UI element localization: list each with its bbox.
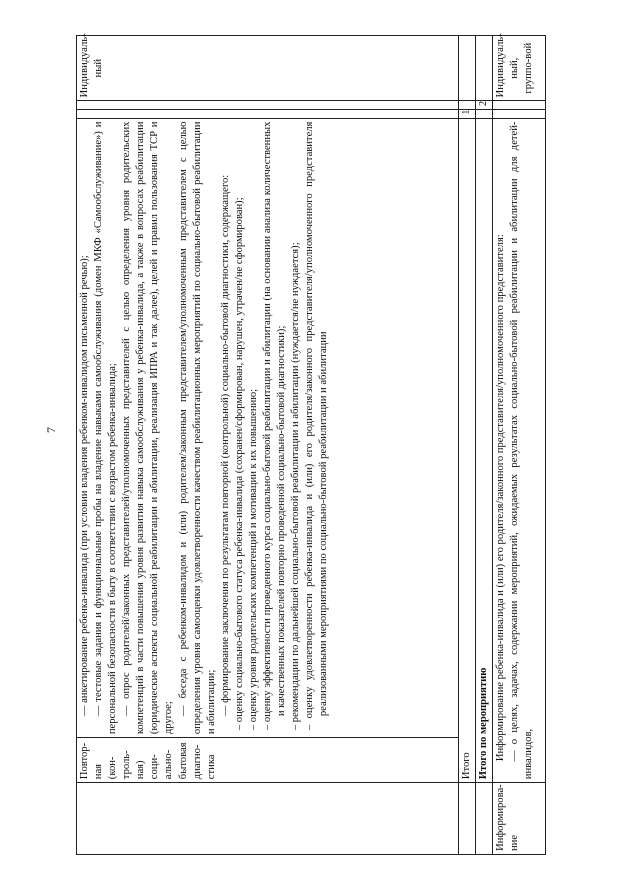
list-item: — беседа с ребенком-инвалидом и (или) родителем/законным представителем/уполномоченным представителем с целью определения уровня самооценки удовлетворенности качеством реабилитационных мероприятий по социально-бытовой реабилитации и абилитации; [177, 121, 217, 735]
empty-cell [493, 110, 546, 119]
method-cell: Повтор-ная (кон-троль-ная) соци-ально-бытовая диагно-стика [77, 738, 459, 783]
rehabilitation-table [76, 35, 546, 855]
list-item: — тестовые задания и функциональные пробы на владение навыками самообслуживания (домен МКФ «Самообслуживание») и персональной безопасности в быту в соответствии с возрастом ребенка-инвалида; [93, 121, 119, 735]
list-subitem: – оценку удовлетворенности ребенка-инвалида и (или) его родителя/законного представителя/уполномоченного представителя реализованными мероприятиями по социально-бытовой реабилитации и абилитации [304, 121, 330, 731]
content-cell [77, 118, 459, 738]
stage-cell [77, 783, 459, 855]
list-item: — о целях, задачах, содержании мероприятий, ожидаемых результатах социально-бытовой реабилитации и абилитации для детей-инвалидов, [509, 121, 535, 780]
total-label: Итого [459, 118, 476, 783]
list-item: — формирование заключения по результатам повторной (контрольной) социально-бытовой диагностики, содержащего: [219, 174, 231, 717]
list-item: Информирование ребенка-инвалида и (или) его родителя/законного представителя/уполномоченного представителя: [495, 234, 507, 762]
table-row [77, 36, 459, 855]
empty-cell [459, 36, 476, 101]
empty-cell [77, 110, 459, 119]
empty-cell [493, 101, 546, 110]
list-subitem: – оценку социально-бытового статуса ребенка-инвалида (сохранен/сформирован, нарушен, утрачен/не сформирован); [233, 197, 245, 731]
table-row [493, 36, 546, 855]
empty-cell [476, 36, 493, 101]
content-cell [493, 118, 546, 783]
empty-cell [459, 783, 476, 855]
total-measures-row [476, 36, 493, 855]
total-row [459, 36, 476, 855]
list-subitem: – оценку уровня родительских компетенций и мотивации к их повышению; [247, 388, 259, 731]
list-item: — опрос родителей/законных представителей/уполномоченных представителей с целью определения уровня родительских компетенций в части повышения уровня развития навыка самообслуживания у ребенка-инвалида, а также в вопросах реабилитации (юридические аспекты социальной реабилитации и абилитации, реализация ИПРА и так далее), целей и правил пользования ТСР и другое; [121, 121, 175, 735]
page-number: 7 [44, 427, 58, 433]
format-cell: Индивидуаль-ный [77, 36, 459, 101]
empty-cell [459, 101, 476, 110]
list-item: — анкетирование ребенка-инвалида (при условии владения ребенком-инвалидом письменной речью); [79, 255, 90, 717]
empty-cell [77, 101, 459, 110]
empty-cell [476, 110, 493, 119]
total-measures-value: 2 [476, 101, 493, 110]
list-subitem: – рекомендации по дальнейшей социально-бытовой реабилитации и абилитации (нуждается/не нуждается); [290, 242, 302, 731]
total-value: 1 [459, 110, 476, 119]
rotated-page-content [76, 35, 546, 855]
stage-cell: Информирова-ние [493, 783, 546, 855]
empty-cell [476, 783, 493, 855]
total-measures-label: Итого по мероприятию [476, 118, 493, 783]
list-subitem: – оценку эффективности проведенного курса социально-бытовой реабилитации и абилитации (на основании анализа количественных и качественных показателей повторно проведенной социально-бытовой диагностики); [262, 121, 288, 731]
format-cell: Индивидуаль-ный, группо-вой [493, 36, 546, 101]
